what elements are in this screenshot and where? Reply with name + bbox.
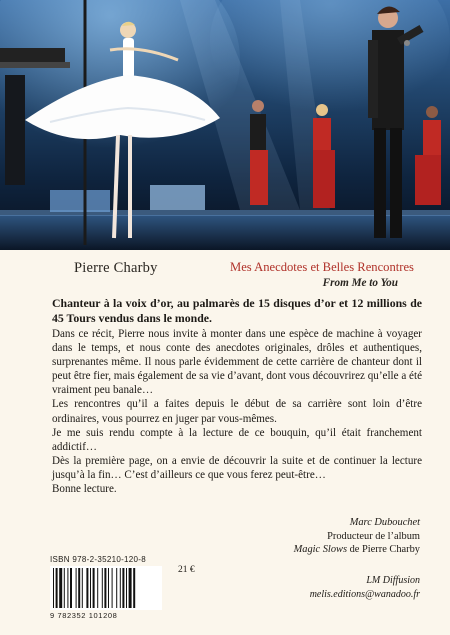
concert-stage-illustration xyxy=(0,0,450,250)
publisher-email: melis.editions@wanadoo.fr xyxy=(309,589,420,600)
blurb-paragraph: Les rencontres qu’il a faites depuis le début de sa carrière sont loin d’être ordinaires, vous pourrez en juger par vous-mêmes. xyxy=(52,398,422,425)
blurb-lead: Chanteur à la voix d’or, au palmarès de 15 disques d’or et 12 millions de 45 Tours vendus dans le monde. xyxy=(52,296,422,325)
isbn-label: ISBN 978-2-35210-120-8 xyxy=(50,555,146,564)
signature-role: Producteur de l’album xyxy=(327,530,420,542)
publisher-block xyxy=(310,574,420,602)
signature-block xyxy=(294,516,420,557)
book-subtitle: From Me to You xyxy=(322,277,398,289)
barcode-bars xyxy=(50,566,162,610)
blurb-paragraph: Je me suis rendu compte à la lecture de ce bouquin, qu’il était franchement addictif… xyxy=(52,426,422,453)
barcode-image xyxy=(50,566,162,610)
blurb-paragraph: Dans ce récit, Pierre nous invite à monter dans une espèce de machine à voyager dans le temps, et nous conte des anecdotes originales, drôles et authentiques, surprenantes même. Il nous parle évidemment de cette carrière de chanteur dont il peut être fier, mais également de sa vie d’avant, dont vous découvrirez qu’elle a été vraiment peu banale… xyxy=(52,328,422,397)
author-name: Pierre Charby xyxy=(74,260,158,276)
blurb-paragraph: Bonne lecture. xyxy=(52,483,117,496)
barcode-number: 9 782352 101208 xyxy=(50,611,118,620)
publisher-name: LM Diffusion xyxy=(366,575,420,586)
album-suffix: de Pierre Charby xyxy=(347,544,420,556)
album-title: Magic Slows xyxy=(293,544,347,556)
price-label: 21 € xyxy=(178,565,195,575)
signature-name: Marc Dubouchet xyxy=(349,517,420,528)
blurb-paragraph: Dès la première page, on a envie de découvrir la suite et de continuer la lecture jusqu’à la fin… C’est d’ailleurs ce que vous ferez peut-être… xyxy=(52,454,422,481)
signature-album-line xyxy=(294,543,420,557)
blurb-text xyxy=(52,296,422,496)
book-title: Mes Anecdotes et Belles Rencontres xyxy=(230,260,414,274)
cover-photo xyxy=(0,0,450,250)
